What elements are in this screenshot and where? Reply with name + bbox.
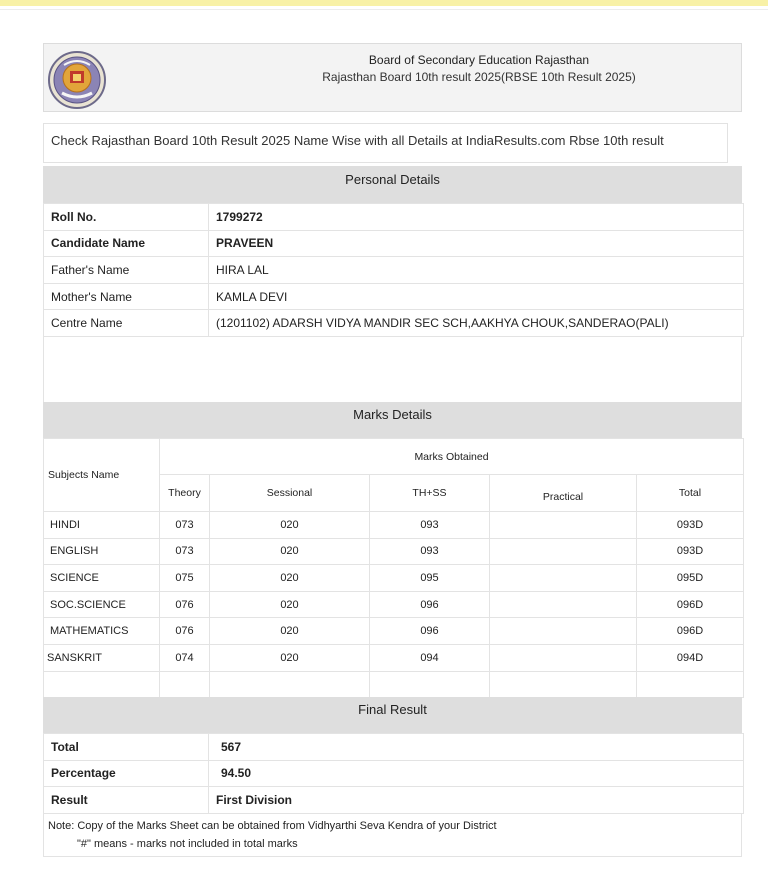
total-label: Total <box>44 734 209 761</box>
total-mark: 093D <box>637 538 744 565</box>
board-emblem-logo <box>48 51 106 109</box>
theory-mark: 073 <box>160 512 210 539</box>
total-value: 567 <box>209 734 744 761</box>
percentage-label: Percentage <box>44 760 209 787</box>
practical-mark <box>490 644 637 671</box>
board-title: Board of Secondary Education Rajasthan <box>368 53 590 67</box>
thss-mark: 093 <box>370 538 490 565</box>
sessional-mark: 020 <box>210 644 370 671</box>
result-header <box>43 43 742 112</box>
top-divider <box>0 9 768 10</box>
table-row <box>44 204 744 231</box>
total-mark: 096D <box>637 618 744 645</box>
candidate-name-value: PRAVEEN <box>209 230 744 257</box>
sessional-header: Sessional <box>210 475 370 512</box>
personal-details-heading: Personal Details <box>43 166 742 203</box>
centre-name-label: Centre Name <box>44 310 209 337</box>
practical-mark <box>490 618 637 645</box>
father-name-label: Father's Name <box>44 257 209 284</box>
table-row <box>44 538 744 565</box>
sessional-mark: 020 <box>210 591 370 618</box>
table-row <box>44 618 744 645</box>
theory-mark: 076 <box>160 591 210 618</box>
total-mark: 093D <box>637 512 744 539</box>
result-subtitle: Rajasthan Board 10th result 2025(RBSE 10th Result 2025) <box>322 70 636 84</box>
table-row <box>44 310 744 337</box>
result-value: First Division <box>209 787 744 814</box>
roll-no-label: Roll No. <box>44 204 209 231</box>
table-row <box>44 644 744 671</box>
note-line-2: "#" means - marks not included in total marks <box>77 838 298 850</box>
table-row <box>44 257 744 284</box>
subject-name: SANSKRIT <box>44 644 160 671</box>
mother-name-value: KAMLA DEVI <box>209 283 744 310</box>
top-accent-bar <box>0 0 768 6</box>
marks-sheet-note <box>43 813 742 857</box>
result-notice-link[interactable]: Check Rajasthan Board 10th Result 2025 Name Wise with all Details at IndiaResults.com Rbse 10th result <box>43 123 728 163</box>
thss-mark: 093 <box>370 512 490 539</box>
roll-no-value: 1799272 <box>209 204 744 231</box>
table-row <box>44 787 744 814</box>
sessional-mark: 020 <box>210 512 370 539</box>
total-mark: 094D <box>637 644 744 671</box>
subject-name: ENGLISH <box>44 538 160 565</box>
theory-mark: 076 <box>160 618 210 645</box>
sessional-mark: 020 <box>210 565 370 592</box>
centre-name-value: (1201102) ADARSH VIDYA MANDIR SEC SCH,AAKHYA CHOUK,SANDERAO(PALI) <box>209 310 744 337</box>
theory-mark: 074 <box>160 644 210 671</box>
subject-name: SCIENCE <box>44 565 160 592</box>
table-row <box>44 734 744 761</box>
marks-details-heading: Marks Details <box>43 402 742 438</box>
theory-header: Theory <box>160 475 210 512</box>
thss-mark: 096 <box>370 591 490 618</box>
thss-mark: 096 <box>370 618 490 645</box>
total-mark: 096D <box>637 591 744 618</box>
table-row <box>44 591 744 618</box>
theory-mark: 075 <box>160 565 210 592</box>
marks-table <box>43 438 744 698</box>
table-row-empty <box>44 671 744 698</box>
total-header: Total <box>637 475 744 512</box>
thss-mark: 095 <box>370 565 490 592</box>
percentage-value: 94.50 <box>209 760 744 787</box>
sessional-mark: 020 <box>210 618 370 645</box>
table-row <box>44 760 744 787</box>
table-row <box>44 565 744 592</box>
practical-mark <box>490 591 637 618</box>
table-row <box>44 230 744 257</box>
spacer-area <box>43 336 742 402</box>
theory-mark: 073 <box>160 538 210 565</box>
note-line-1: Note: Copy of the Marks Sheet can be obtained from Vidhyarthi Seva Kendra of your District <box>48 820 497 832</box>
practical-mark <box>490 565 637 592</box>
thss-header: TH+SS <box>370 475 490 512</box>
sessional-mark: 020 <box>210 538 370 565</box>
practical-mark <box>490 512 637 539</box>
thss-mark: 094 <box>370 644 490 671</box>
table-row <box>44 283 744 310</box>
practical-mark <box>490 538 637 565</box>
mother-name-label: Mother's Name <box>44 283 209 310</box>
marks-obtained-header: Marks Obtained <box>160 439 744 475</box>
subjects-name-header: Subjects Name <box>44 439 160 512</box>
total-mark: 095D <box>637 565 744 592</box>
final-result-heading: Final Result <box>43 697 742 733</box>
personal-details-table <box>43 203 744 337</box>
result-label: Result <box>44 787 209 814</box>
final-result-table <box>43 733 744 814</box>
subject-name: SOC.SCIENCE <box>44 591 160 618</box>
subject-name: MATHEMATICS <box>44 618 160 645</box>
table-row <box>44 512 744 539</box>
subject-name: HINDI <box>44 512 160 539</box>
father-name-value: HIRA LAL <box>209 257 744 284</box>
candidate-name-label: Candidate Name <box>44 230 209 257</box>
practical-header: Practical <box>490 475 637 512</box>
